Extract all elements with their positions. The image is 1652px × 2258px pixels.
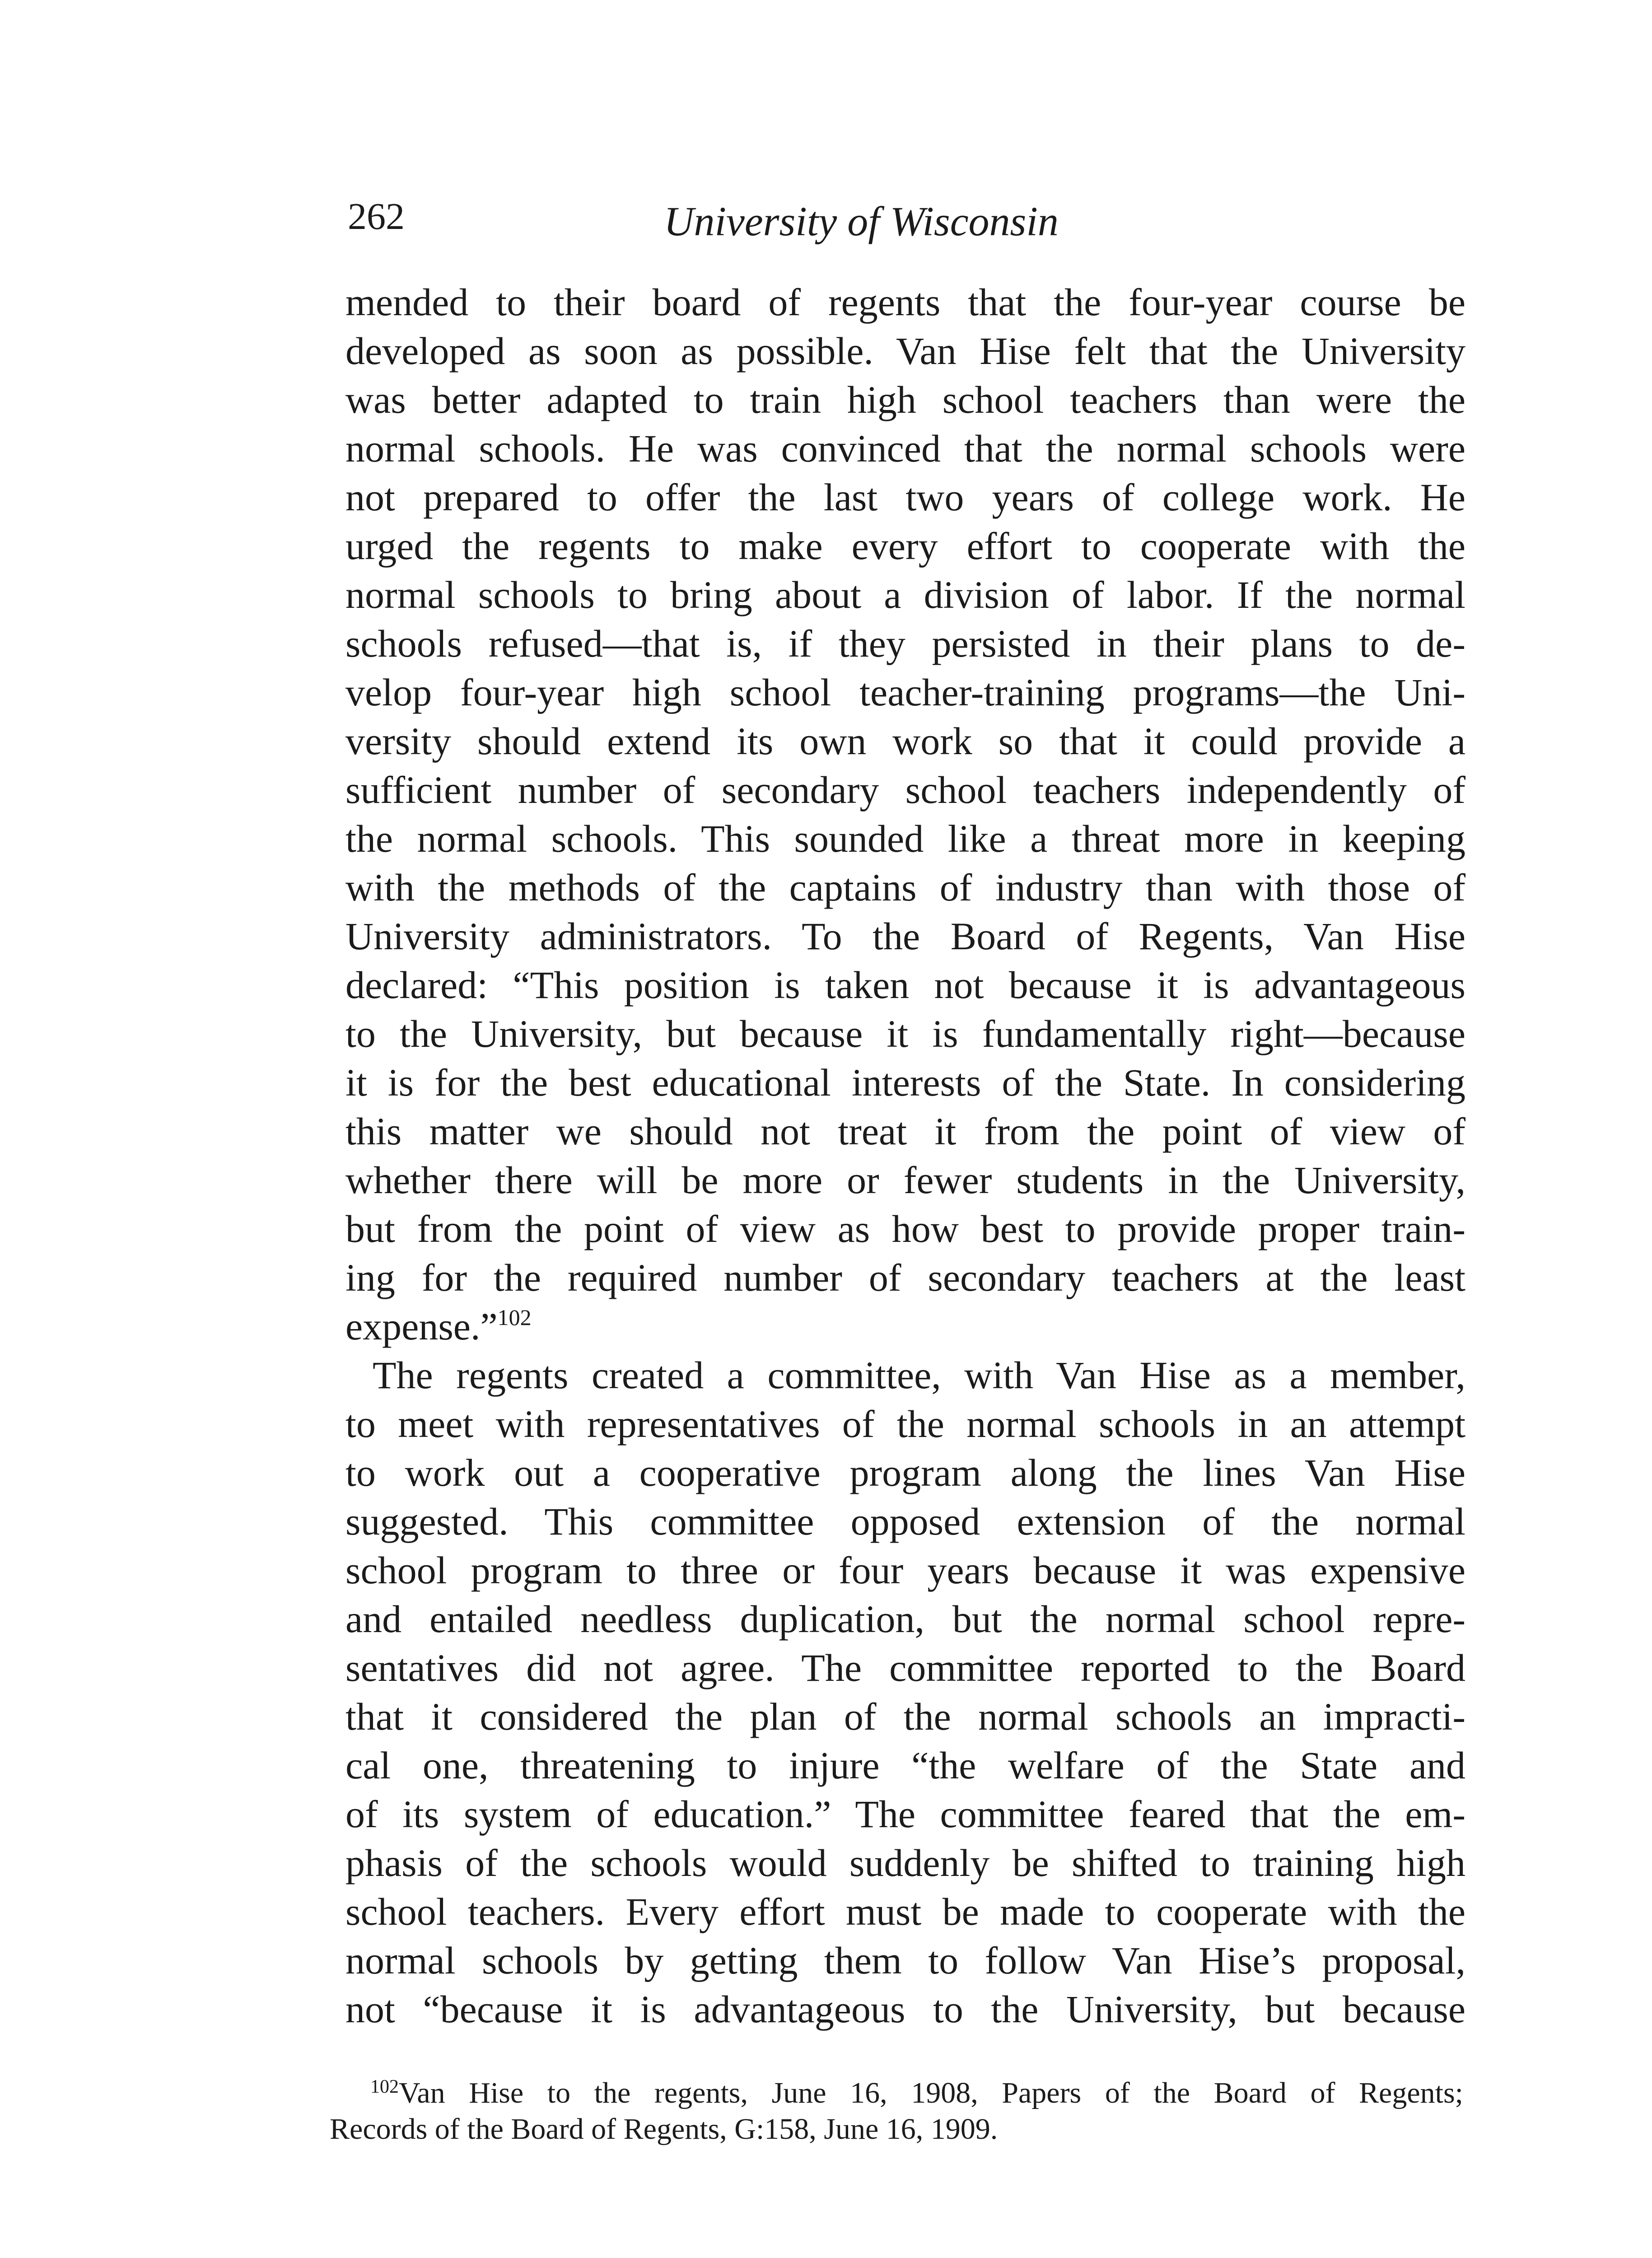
text-line: to work out a cooperative program along the lines Van Hise (345, 1451, 1465, 1494)
footnote (330, 2075, 1463, 2147)
body-text (345, 278, 1465, 2034)
text-line: normal schools by getting them to follow Van Hise’s proposal, (345, 1939, 1465, 1982)
text-line: whether there will be more or fewer students in the University, (345, 1158, 1465, 1202)
text-line: ing for the required number of secondary teachers at the least (345, 1256, 1465, 1299)
text-line: declared: “This position is taken not because it is advantageous (345, 963, 1465, 1007)
text-line: to the University, but because it is fundamentally right—because (345, 1012, 1465, 1055)
text-line: urged the regents to make every effort to cooperate with the (345, 524, 1465, 568)
text-line: not “because it is advantageous to the University, but because (345, 1987, 1465, 2031)
text-line: to meet with representatives of the normal schools in an attempt (345, 1402, 1465, 1446)
footnote-marker: 102 (370, 2076, 399, 2097)
text-line: but from the point of view as how best to provide proper train- (345, 1207, 1465, 1250)
text-line: sentatives did not agree. The committee reported to the Board (345, 1646, 1465, 1689)
footnote-line: Records of the Board of Regents, G:158, June 16, 1909. (330, 2113, 998, 2146)
text-line: mended to their board of regents that the four-year course be (345, 280, 1465, 324)
footnote-reference: 102 (497, 1305, 532, 1330)
page-header (348, 192, 1463, 260)
text-line: versity should extend its own work so that it could provide a (345, 719, 1465, 763)
text-line: velop four-year high school teacher-training programs—the Uni- (345, 671, 1465, 714)
footnote-text-1: Van Hise to the regents, June 16, 1908, Papers of the Board of Regents; (399, 2076, 1463, 2109)
text-line: school teachers. Every effort must be made to cooperate with the (345, 1890, 1465, 1933)
text-line: it is for the best educational interests of the State. In considering (345, 1061, 1465, 1104)
text-line: phasis of the schools would suddenly be shifted to training high (345, 1841, 1465, 1885)
text-line: schools refused—that is, if they persisted in their plans to de- (345, 622, 1465, 665)
text-line: cal one, threatening to injure “the welfare of the State and (345, 1744, 1465, 1787)
text-line: that it considered the plan of the normal schools an impracti- (345, 1695, 1465, 1738)
running-head: University of Wisconsin (664, 198, 1059, 244)
text-line: The regents created a committee, with Van Hise as a member, (373, 1353, 1465, 1397)
text-line: was better adapted to train high school teachers than were the (345, 378, 1465, 421)
footnote-line (330, 2075, 1463, 2111)
text-line: school program to three or four years because it was expensive (345, 1549, 1465, 1592)
text-line: normal schools. He was convinced that the normal schools were (345, 427, 1465, 470)
text-line: the normal schools. This sounded like a threat more in keeping (345, 817, 1465, 860)
text-line: this matter we should not treat it from the point of view of (345, 1110, 1465, 1153)
text-line: and entailed needless duplication, but the normal school repre- (345, 1597, 1465, 1641)
text-line: normal schools to bring about a division of labor. If the normal (345, 573, 1465, 616)
page-number: 262 (348, 196, 405, 238)
text-line: suggested. This committee opposed extension of the normal (345, 1500, 1465, 1543)
text-line-last (345, 1302, 1465, 1351)
text-line: developed as soon as possible. Van Hise felt that the University (345, 329, 1465, 373)
paragraph-end-text: expense.” (345, 1305, 498, 1348)
text-line: sufficient number of secondary school teachers independently of (345, 768, 1465, 812)
text-line: of its system of education.” The committee feared that the em- (345, 1792, 1465, 1836)
text-line: not prepared to offer the last two years of college work. He (345, 476, 1465, 519)
text-line: with the methods of the captains of industry than with those of (345, 866, 1465, 909)
text-line: University administrators. To the Board of Regents, Van Hise (345, 914, 1465, 958)
